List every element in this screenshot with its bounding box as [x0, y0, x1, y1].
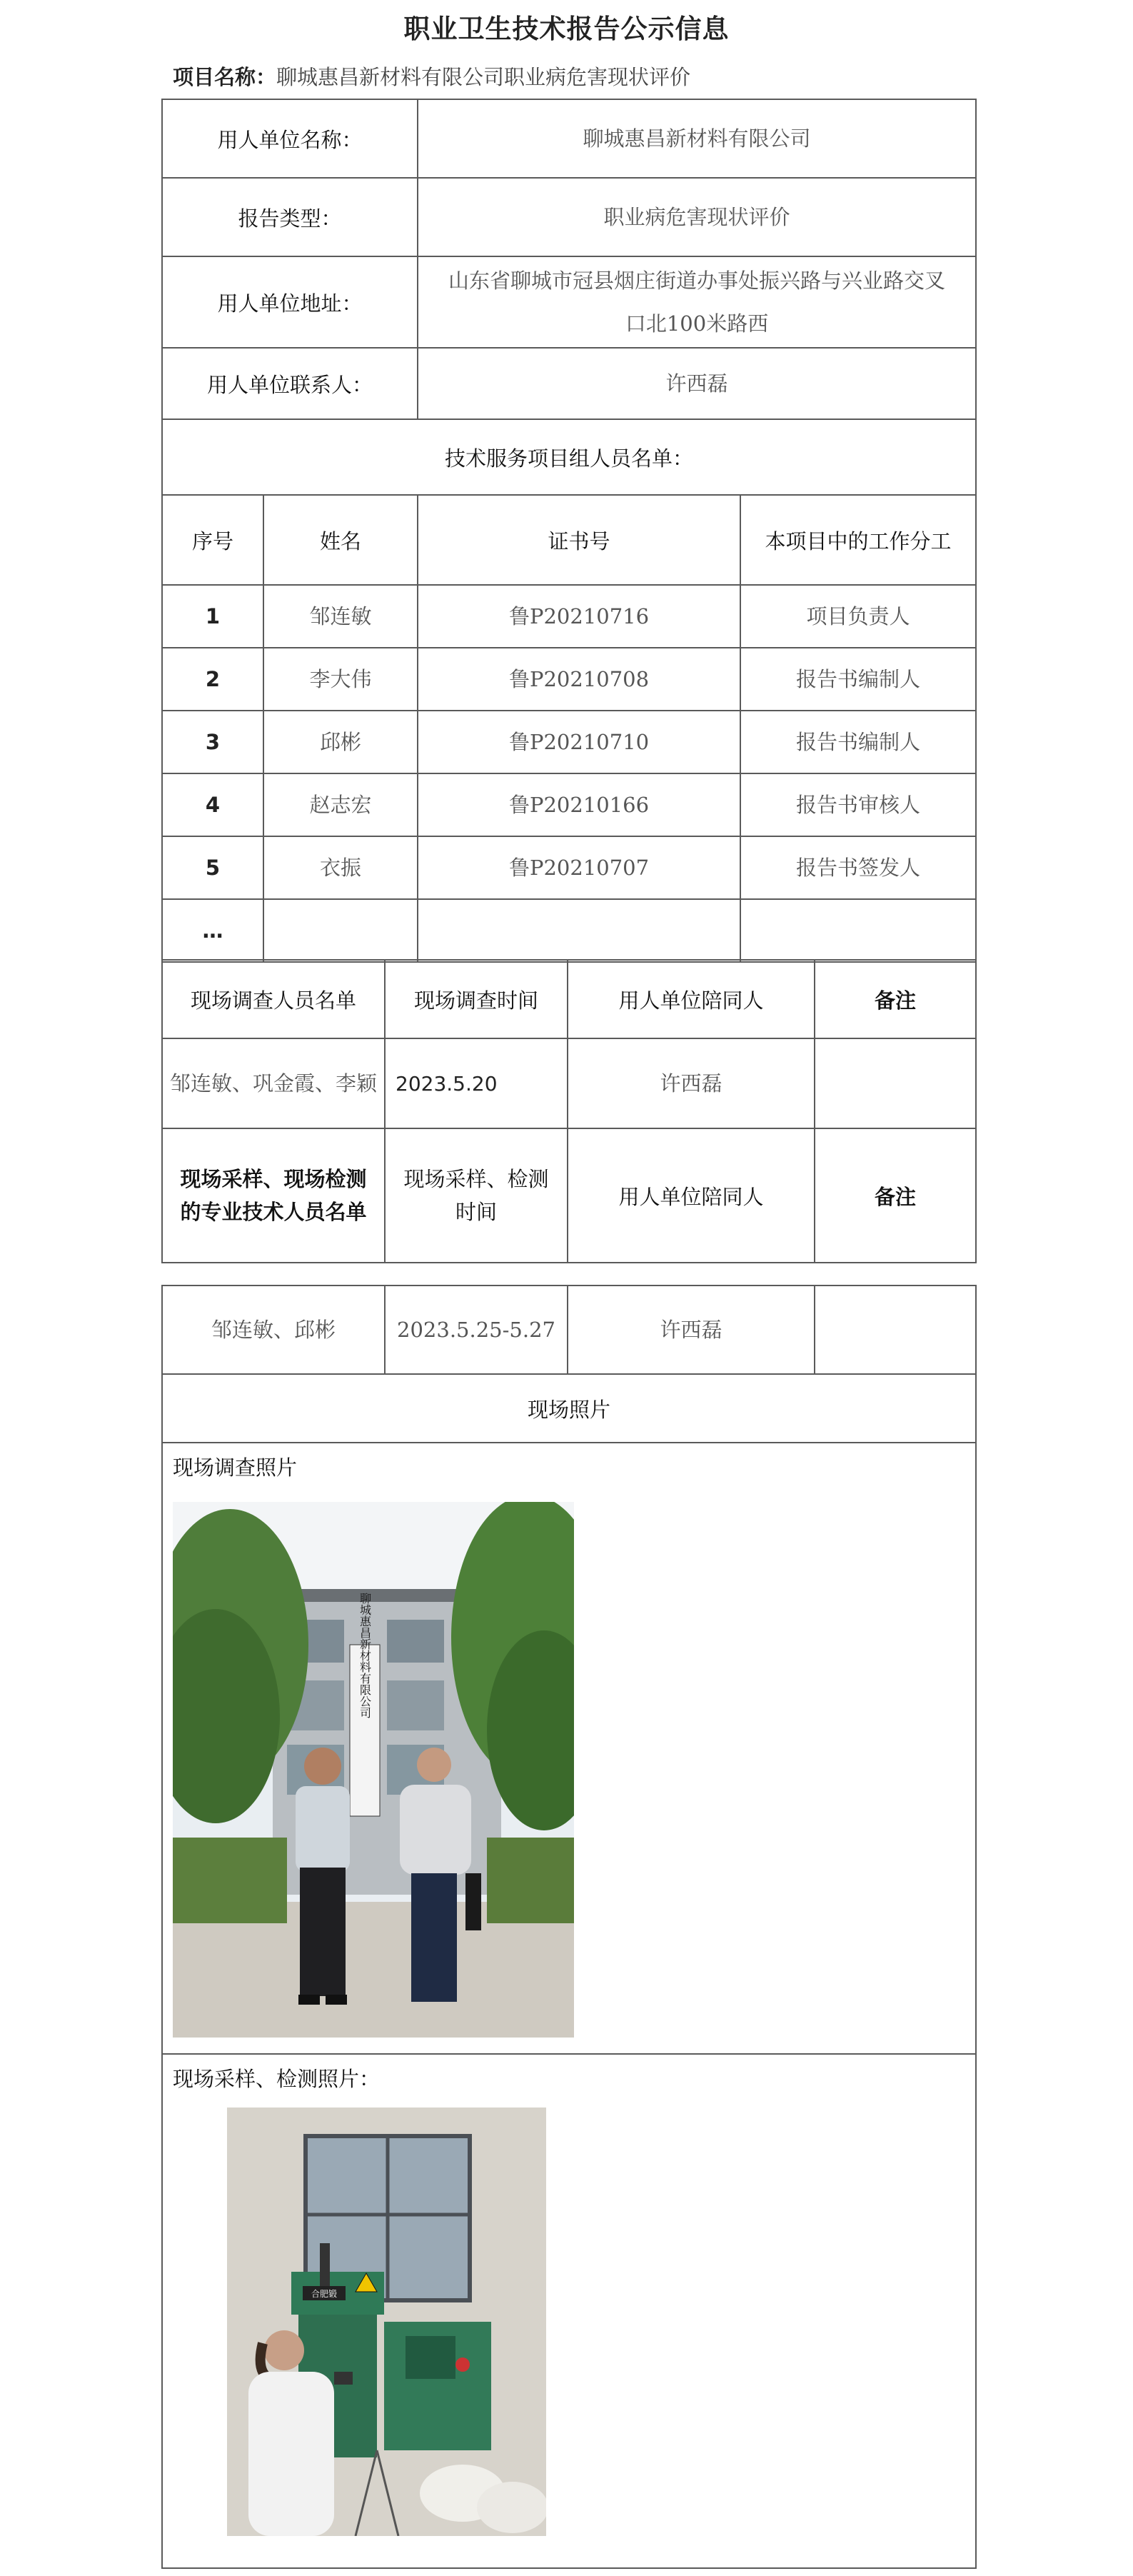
team-no: 5	[162, 836, 263, 899]
survey-escort: 许西磊	[568, 1038, 815, 1128]
sampling-remark	[815, 1286, 976, 1374]
team-role: 报告书编制人	[740, 711, 976, 773]
company-value: 聊城惠昌新材料有限公司	[418, 99, 976, 178]
team-cert: 鲁P20210166	[418, 773, 740, 836]
photos-table	[161, 1285, 977, 2569]
survey-photo	[173, 1502, 574, 2038]
survey-row	[162, 1038, 976, 1128]
sampling-photo-label: 现场采样、检测照片：	[173, 2067, 381, 2091]
contact-value: 许西磊	[418, 348, 976, 419]
sampling-col-time: 现场采样、检测时间	[385, 1128, 568, 1263]
address-value: 山东省聊城市冠县烟庄街道办事处振兴路与兴业路交叉口北100米路西	[418, 256, 976, 348]
info-row-report-type	[162, 178, 976, 256]
info-row-contact	[162, 348, 976, 419]
survey-remark	[815, 1038, 976, 1128]
team-row	[162, 836, 976, 899]
team-role: 项目负责人	[740, 585, 976, 648]
team-cert: 鲁P20210716	[418, 585, 740, 648]
team-heading-row	[162, 419, 976, 495]
info-table	[161, 99, 977, 963]
team-row	[162, 711, 976, 773]
sampling-escort: 许西磊	[568, 1286, 815, 1374]
survey-photo-image	[173, 1502, 574, 2038]
report-type-label: 报告类型：	[162, 178, 418, 256]
survey-photo-label: 现场调查照片	[173, 1455, 298, 1480]
info-row-address	[162, 256, 976, 348]
team-row	[162, 585, 976, 648]
survey-col-remark: 备注	[815, 960, 976, 1038]
report-type-value: 职业病危害现状评价	[418, 178, 976, 256]
team-role: 报告书编制人	[740, 648, 976, 711]
sampling-header-row	[162, 1128, 976, 1263]
team-ellipsis: …	[162, 899, 263, 962]
survey-col-escort: 用人单位陪同人	[568, 960, 815, 1038]
team-no: 1	[162, 585, 263, 648]
team-cert: 鲁P20210708	[418, 648, 740, 711]
team-cert: 鲁P20210707	[418, 836, 740, 899]
survey-names: 邹连敏、巩金霞、李颖	[162, 1038, 385, 1128]
sampling-photo-row	[162, 2054, 976, 2568]
team-col-no: 序号	[162, 495, 263, 585]
sampling-photo-cell	[162, 2054, 976, 2568]
survey-col-names: 现场调查人员名单	[162, 960, 385, 1038]
team-row	[162, 648, 976, 711]
survey-photo-cell	[162, 1443, 976, 2054]
machine-text: 合肥锻	[311, 2289, 338, 2299]
survey-time: 2023.5.20	[385, 1038, 568, 1128]
sampling-col-escort: 用人单位陪同人	[568, 1128, 815, 1263]
team-role: 报告书签发人	[740, 836, 976, 899]
team-heading: 技术服务项目组人员名单：	[162, 419, 976, 495]
team-no: 4	[162, 773, 263, 836]
sampling-photo	[227, 2108, 546, 2536]
survey-header-row	[162, 960, 976, 1038]
sampling-photo-image	[227, 2108, 546, 2536]
sign-text: 聊城惠昌新材料有限公司	[358, 1593, 372, 1718]
sampling-names: 邹连敏、邱彬	[162, 1286, 385, 1374]
team-col-cert: 证书号	[418, 495, 740, 585]
contact-label: 用人单位联系人：	[162, 348, 418, 419]
team-col-role: 本项目中的工作分工	[740, 495, 976, 585]
survey-table	[161, 959, 977, 1263]
sampling-col-names: 现场采样、现场检测的专业技术人员名单	[162, 1128, 385, 1263]
address-label: 用人单位地址：	[162, 256, 418, 348]
team-row	[162, 773, 976, 836]
sampling-row	[162, 1286, 976, 1374]
team-row-ellipsis	[162, 899, 976, 962]
team-name: 李大伟	[263, 648, 418, 711]
team-name: 邱彬	[263, 711, 418, 773]
team-name: 赵志宏	[263, 773, 418, 836]
project-line	[173, 61, 690, 91]
sampling-col-remark: 备注	[815, 1128, 976, 1263]
project-name: 聊城惠昌新材料有限公司职业病危害现状评价	[276, 65, 691, 89]
photos-heading: 现场照片	[162, 1374, 976, 1443]
team-cert: 鲁P20210710	[418, 711, 740, 773]
team-role: 报告书审核人	[740, 773, 976, 836]
company-label: 用人单位名称：	[162, 99, 418, 178]
survey-photo-row	[162, 1443, 976, 2054]
info-row-company	[162, 99, 976, 178]
team-no: 3	[162, 711, 263, 773]
page-title: 职业卫生技术报告公示信息	[403, 14, 730, 44]
team-name: 衣振	[263, 836, 418, 899]
project-label: 项目名称：	[173, 65, 277, 89]
team-header-row	[162, 495, 976, 585]
team-col-name: 姓名	[263, 495, 418, 585]
team-no: 2	[162, 648, 263, 711]
team-name: 邹连敏	[263, 585, 418, 648]
photos-heading-row	[162, 1374, 976, 1443]
sampling-time: 2023.5.25-5.27	[385, 1286, 568, 1374]
survey-col-time: 现场调查时间	[385, 960, 568, 1038]
